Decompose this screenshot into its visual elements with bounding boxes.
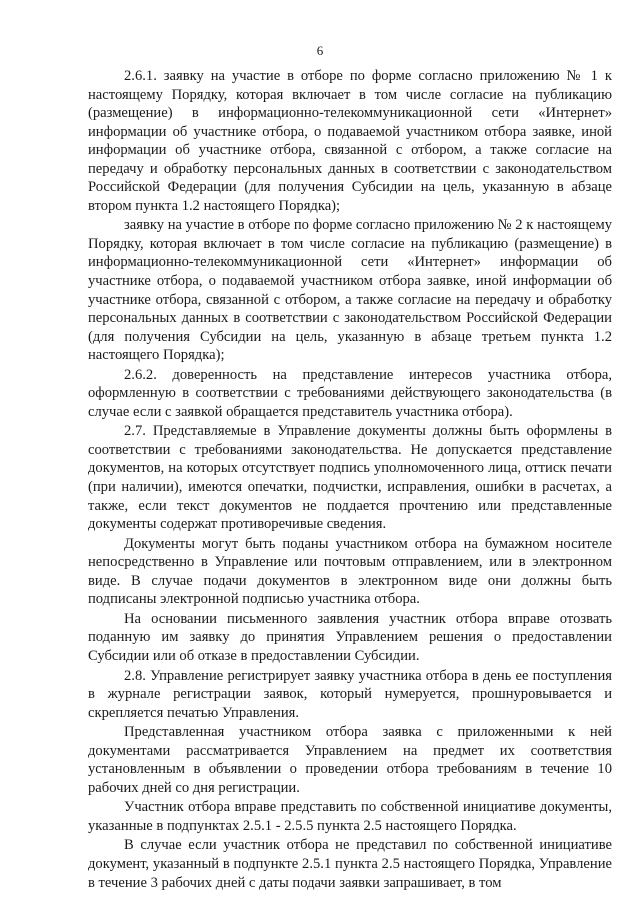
paragraph-own-initiative: Участник отбора вправе представить по собственной инициативе документы, указанные в подпунктах 2.5.1 - 2.5.5 пункта 2.5 настоящего Порядка.: [88, 799, 612, 834]
paragraph-2-6-1: 2.6.1. заявку на участие в отборе по форме согласно приложению № 1 к настоящему Порядку, которая включает в том числе согласие на публикацию (размещение) в информационно-телекоммуникационной сети «Интернет» информации об участнике отбора, о подаваемой участником отбора заявке, иной информации об участнике отбора, связанной с отбором, а также согласие на передачу и обработку персональных данных в соответствии с законодательством Российской Федерации (для получения Субсидии на цель, указанную в абзаце втором пункта 1.2 настоящего Порядка);: [88, 68, 612, 214]
paragraph-request: В случае если участник отбора не представил по собственной инициативе документ, указанный в подпункте 2.5.1 пункта 2.5 настоящего Порядка, Управление в течение 3 рабочих дней с даты подачи заявки запрашивает, в том: [88, 837, 612, 891]
document-body: [88, 67, 612, 892]
paragraph-submission-methods: Документы могут быть поданы участником отбора на бумажном носителе непосредственно в Управление или почтовым отправлением, или в электронном виде. В случае подачи документов в электронном виде они должны быть подписаны электронной подписью участника отбора.: [88, 535, 612, 608]
paragraph-2-8: 2.8. Управление регистрирует заявку участника отбора в день ее поступления в журнале регистрации заявок, который нумеруется, прошнуровывается и скрепляется печатью Управления.: [88, 667, 612, 721]
paragraph-2-7: 2.7. Представляемые в Управление документы должны быть оформлены в соответствии с требованиями законодательства. Не допускается представление документов, на которых отсутствует подпись уполномоченного лица, оттиск печати (при наличии), имеются опечатки, подчистки, исправления, ошибки в расчетах, а также, если текст документов не поддается прочтению или представленные документы содержат противоречивые сведения.: [88, 423, 612, 533]
paragraph-review: Представленная участником отбора заявка с приложенными к ней документами рассматривается Управлением на предмет их соответствия установленным в объявлении о проведении отбора требованиям в течение 10 рабочих дней со дня регистрации.: [88, 724, 612, 796]
paragraph-application-form-2: заявку на участие в отборе по форме согласно приложению № 2 к настоящему Порядку, которая включает в том числе согласие на публикацию (размещение) в информационно-телекоммуникационной сети «Интернет» информации об участнике отбора, о подаваемой участником отбора заявке, иной информации об участнике отбора, связанной с отбором, а также согласие на передачу и обработку персональных данных в соответствии с законодательством Российской Федерации (для получения Субсидии на цель, указанную в абзаце третьем пункта 1.2 настоящего Порядка);: [88, 217, 612, 364]
page-number: 6: [316, 43, 324, 58]
paragraph-2-6-2: 2.6.2. доверенность на представление интересов участника отбора, оформленную в соответствии с требованиями действующего законодательства (в случае если с заявкой обращается представитель участника отбора).: [88, 366, 612, 420]
paragraph-withdrawal: На основании письменного заявления участник отбора вправе отозвать поданную им заявку до принятия Управлением решения о предоставлении Субсидии или об отказе в предоставлении Субсидии.: [88, 610, 612, 664]
